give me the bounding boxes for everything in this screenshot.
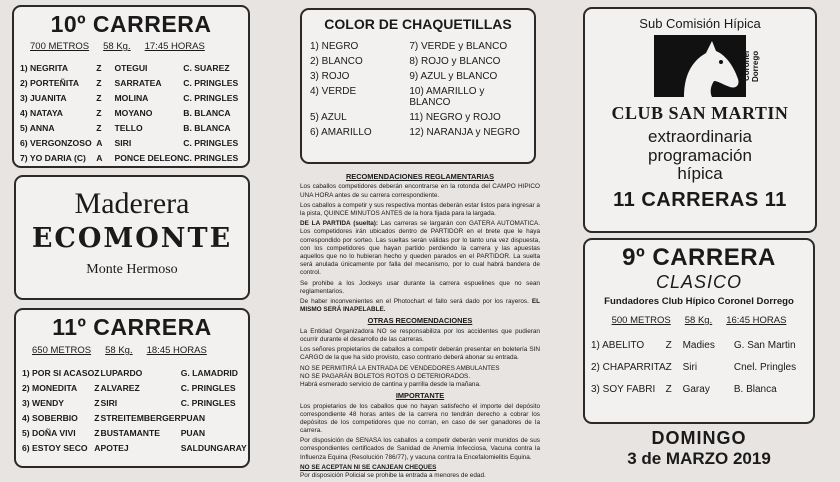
ad-line-3: Monte Hermoso <box>86 262 178 277</box>
club-subtitle: Sub Comisión Hípica <box>639 16 761 31</box>
jockey-name: Garay <box>682 383 710 395</box>
ecomonte-ad <box>14 175 250 300</box>
stable-origin: G. LAMADRID <box>180 367 238 378</box>
race-9-weight: 58 Kg. <box>684 315 713 326</box>
horse-name: 6) VERGONZOSO <box>20 137 92 148</box>
race-9-runners <box>591 334 807 400</box>
runner-row <box>20 105 242 120</box>
event-date: 3 de MARZO 2019 <box>627 449 771 468</box>
jacket-color-item: 1) NEGRO <box>310 41 359 52</box>
race-10-distance: 700 METROS <box>30 41 90 52</box>
jockey-name: PONCE DELEON <box>114 152 184 163</box>
horse-name: 5) ANNA <box>20 122 55 133</box>
category-letter: Z <box>94 412 100 423</box>
jacket-color-item: 5) AZUL <box>310 112 347 123</box>
category-letter: Z <box>96 107 102 118</box>
jockey-name: Madies <box>682 339 715 351</box>
stable-origin: PUAN <box>180 427 206 438</box>
horse-name: 2) PORTEÑITA <box>20 77 80 88</box>
ad-line-1: Maderera <box>74 187 190 220</box>
rule-11: Los propietarios de los caballos que no hayan satisfecho el importe del depósito correspondiente 48 horas antes de la carrera no tendrán derecho a cobrar los depósitos de los competidores que no corran, en caso de ser ganadores de la carrera. <box>300 402 540 435</box>
jacket-color-item: 7) VERDE y BLANCO <box>409 41 508 52</box>
stable-origin: C. PRINGLES <box>180 382 236 393</box>
jacket-color-item: 6) AMARILLO <box>310 127 372 138</box>
stable-origin: B. BLANCA <box>183 107 231 118</box>
category-letter: Z <box>94 397 100 408</box>
horse-name: 3) SOY FABRI <box>591 383 656 395</box>
category-letter: Z <box>96 92 102 103</box>
jacket-color-item: 11) NEGRO y ROJO <box>409 112 501 123</box>
important-heading: IMPORTANTE <box>395 391 445 401</box>
race-9-meta <box>591 315 807 326</box>
rule-5-bold: EL MISMO SERÁ INAPELABLE. <box>300 297 540 314</box>
race-9-sponsor: Fundadores Club Hípico Coronel Dorrego <box>604 296 794 307</box>
jockey-name: OTEGUI <box>114 62 148 73</box>
runner-row <box>22 365 247 380</box>
category-letter: Z <box>665 383 672 395</box>
rule-14: Por disposición Policial se prohibe la entrada a menores de edad. <box>300 472 486 480</box>
horse-name: 3) JUANITA <box>20 92 67 103</box>
rule-8: NO SE PERMITIRÁ LA ENTRADA DE VENDEDORES AMBULANTES <box>300 364 500 372</box>
stable-origin: C. PRINGLES <box>183 152 239 163</box>
runner-row <box>20 90 242 105</box>
stable-origin: C. SUAREZ <box>183 62 230 73</box>
runner-row <box>591 356 807 378</box>
promo-line-2: programación <box>648 145 752 165</box>
category-letter: A <box>94 442 101 453</box>
race-11-time: 18:45 HORAS <box>146 345 207 356</box>
race-11-title: 11º CARRERA <box>52 314 212 340</box>
runner-row <box>20 120 242 135</box>
jockey-name: LUPARDO <box>100 367 143 378</box>
race-10-title: 10º CARRERA <box>50 11 212 37</box>
event-day: DOMINGO <box>651 428 747 448</box>
category-letter: Z <box>94 382 100 393</box>
regulations <box>300 170 540 482</box>
promo-line-3: hípica <box>677 164 723 184</box>
stable-origin: Cnel. Pringles <box>733 361 797 373</box>
jacket-color-item: 2) BLANCO <box>310 56 363 67</box>
category-letter: A <box>96 137 103 148</box>
horse-name: 3) WENDY <box>22 397 65 408</box>
horse-name: 5) DOÑA VIVI <box>22 427 76 438</box>
category-letter: Z <box>665 361 672 373</box>
stable-origin: B. BLANCA <box>183 122 231 133</box>
runner-row <box>591 378 807 400</box>
race-11-distance: 650 METROS <box>32 345 92 356</box>
race-9-subtitle: CLASICO <box>655 272 743 292</box>
event-date-block <box>583 428 815 469</box>
stable-origin: C. PRINGLES <box>180 397 236 408</box>
horse-name: 4) NATAYA <box>20 107 63 118</box>
jockey-name: BUSTAMANTE <box>100 427 160 438</box>
stable-origin: C. PRINGLES <box>183 77 239 88</box>
jacket-color-item: 3) ROJO <box>310 71 350 82</box>
jacket-color-item: 9) AZUL y BLANCO <box>409 71 498 82</box>
rule-10: Habrá esmerado servicio de cantina y parrilla desde la mañana. <box>300 380 481 388</box>
rule-13: NO SE ACEPTAN NI SE CANJEAN CHEQUES <box>300 463 437 471</box>
jacket-colors-title: COLOR DE CHAQUETILLAS <box>324 16 512 32</box>
stable-origin: C. PRINGLES <box>183 137 239 148</box>
runner-row <box>22 395 247 410</box>
race-9-title: 9º CARRERA <box>622 244 776 271</box>
rule-1: Los caballos competidores deberán encontrarse en la rotonda del CAMPO HIPICO UNA HORA antes de su carrera correspondiente. <box>300 183 540 199</box>
club-side-text: Coronel Dorrego <box>742 50 760 82</box>
club-card <box>583 7 817 233</box>
rule-12: Por disposición de SENASA los caballos a competir deberán venir munidos de sus correspondientes certificados de Sanidad de Anemia Infecciosa, Vacuna contra la Influenza Equina (Resolución 786/77), y vacuna contra la Encefalomielitis Equina. <box>300 437 540 461</box>
jockey-name: STREITEMBERGER <box>100 412 181 423</box>
club-name: CLUB SAN MARTIN <box>611 103 789 123</box>
jacket-color-item: 8) ROJO y BLANCO <box>409 56 501 67</box>
horse-name: 1) POR SI ACASO <box>22 367 95 378</box>
rule-3 <box>300 220 540 277</box>
category-letter: Z <box>665 339 672 351</box>
runner-row <box>22 410 247 425</box>
jockey-name: SARRATEA <box>114 77 162 88</box>
jacket-color-item: 10) AMARILLO y BLANCO <box>409 86 485 108</box>
race-11-card <box>14 308 250 468</box>
horse-name: 1) NEGRITA <box>20 62 69 73</box>
runner-row <box>22 440 247 455</box>
race-10-meta <box>30 41 242 52</box>
other-recommendations-heading: OTRAS RECOMENDACIONES <box>367 316 473 326</box>
runner-row <box>591 334 807 356</box>
promo-line-1: extraordinaria <box>648 127 752 146</box>
jacket-color-item: 12) NARANJA y NEGRO <box>409 127 520 138</box>
stable-origin: C. PRINGLES <box>183 92 239 103</box>
race-11-meta <box>32 345 242 356</box>
race-10-card <box>12 5 250 168</box>
jacket-color-item: 4) VERDE <box>310 86 357 97</box>
category-letter: Z <box>96 62 102 73</box>
rule-2: Los caballos a competir y sus respectiva montas deberán estar listos para ingresar a la pista, QUINCE MINUTOS ANTES de la hora fijada para la largada. <box>300 201 540 218</box>
category-letter: A <box>96 152 103 163</box>
race-10-runners <box>20 60 242 165</box>
race-10-time: 17:45 HORAS <box>144 41 205 52</box>
jockey-name: MOYANO <box>114 107 153 118</box>
rule-4: Se prohibe a los Jockeys usar durante la carrera espuelines que no sean reglamentarios. <box>300 279 540 295</box>
race-9-card <box>583 238 815 424</box>
runner-row <box>20 75 242 90</box>
rule-5-text: De haber inconvenientes en el Photochart el fallo será dado por los rayeros. <box>300 297 529 305</box>
race-11-weight: 58 Kg. <box>105 345 133 356</box>
race-9-distance: 500 METROS <box>611 315 671 326</box>
runner-row <box>20 150 242 165</box>
rule-9: NO SE PAGARÁN BOLETOS ROTOS O DETERIORADOS. <box>300 372 471 380</box>
rule-3-text: Las carreras se largarán con GATERA AUTOMATICA. Los competidores irán ubicados dentro de PARTIDOR en el brete que le haya correspondido por sorteo. Las sueltas serán válidas por lo tanto una vez dispuesta, con los competidores que hayan partido perdiendo la carrera y las apuestas aquellos que no lo hubieran hecho y queden parados en el PARTIDOR. La suelta será anulada únicamente por falla del mecanismo, por lo cual habrá bandera de control. <box>300 220 540 277</box>
horse-name: 7) YO DARIA (C) <box>20 152 86 163</box>
horse-name: 4) SOBERBIO <box>22 412 78 423</box>
horse-name: 6) ESTOY SECO <box>22 442 88 453</box>
horse-logo <box>654 35 760 97</box>
horse-name: 2) CHAPARRITA <box>591 361 666 373</box>
category-letter: Z <box>94 367 100 378</box>
horse-name: 1) ABELITO <box>591 339 645 351</box>
stable-origin: PUAN <box>180 412 206 423</box>
regulations-heading: RECOMENDACIONES REGLAMENTARIAS <box>345 172 495 181</box>
race-10-weight: 58 Kg. <box>103 41 131 52</box>
category-letter: Z <box>94 427 100 438</box>
race-9-time: 16:45 HORAS <box>726 315 787 326</box>
horse-head-icon <box>654 35 746 97</box>
rule-6: La Entidad Organizadora NO se responsabiliza por los accidentes que pudieran ocurrir durante el desarrollo de las carreras. <box>300 327 540 343</box>
race-count: 11 CARRERAS 11 <box>613 189 787 212</box>
jockey-name: Siri <box>682 361 698 373</box>
race-11-runners <box>22 365 247 455</box>
runner-row <box>20 60 242 75</box>
runner-row <box>20 135 242 150</box>
jockey-name: SIRI <box>100 397 118 408</box>
jacket-colors-list <box>310 41 526 138</box>
horse-name: 2) MONEDITA <box>22 382 78 393</box>
rule-3-lead: DE LA PARTIDA (suelta): <box>300 220 379 228</box>
stable-origin: SALDUNGARAY <box>180 442 247 453</box>
jacket-colors-card <box>300 8 536 164</box>
ad-brand: ECOMONTE <box>31 223 233 254</box>
jockey-name: SIRI <box>114 137 132 148</box>
jockey-name: ALVAREZ <box>100 382 140 393</box>
stable-origin: B. Blanca <box>733 383 777 395</box>
rule-5 <box>300 298 540 314</box>
jockey-name: POTEJ <box>100 442 129 453</box>
runner-row <box>22 425 247 440</box>
category-letter: Z <box>96 122 102 133</box>
jockey-name: MOLINA <box>114 92 149 103</box>
runner-row <box>22 380 247 395</box>
stable-origin: G. San Martin <box>733 339 796 351</box>
jockey-name: TELLO <box>114 122 143 133</box>
rule-7: Los señores propietarios de caballos a competir deberán presentar en boletería SIN CARGO de la que ha sido provisto, caso contrario deberá abonar su entrada. <box>300 346 540 362</box>
category-letter: Z <box>96 77 102 88</box>
